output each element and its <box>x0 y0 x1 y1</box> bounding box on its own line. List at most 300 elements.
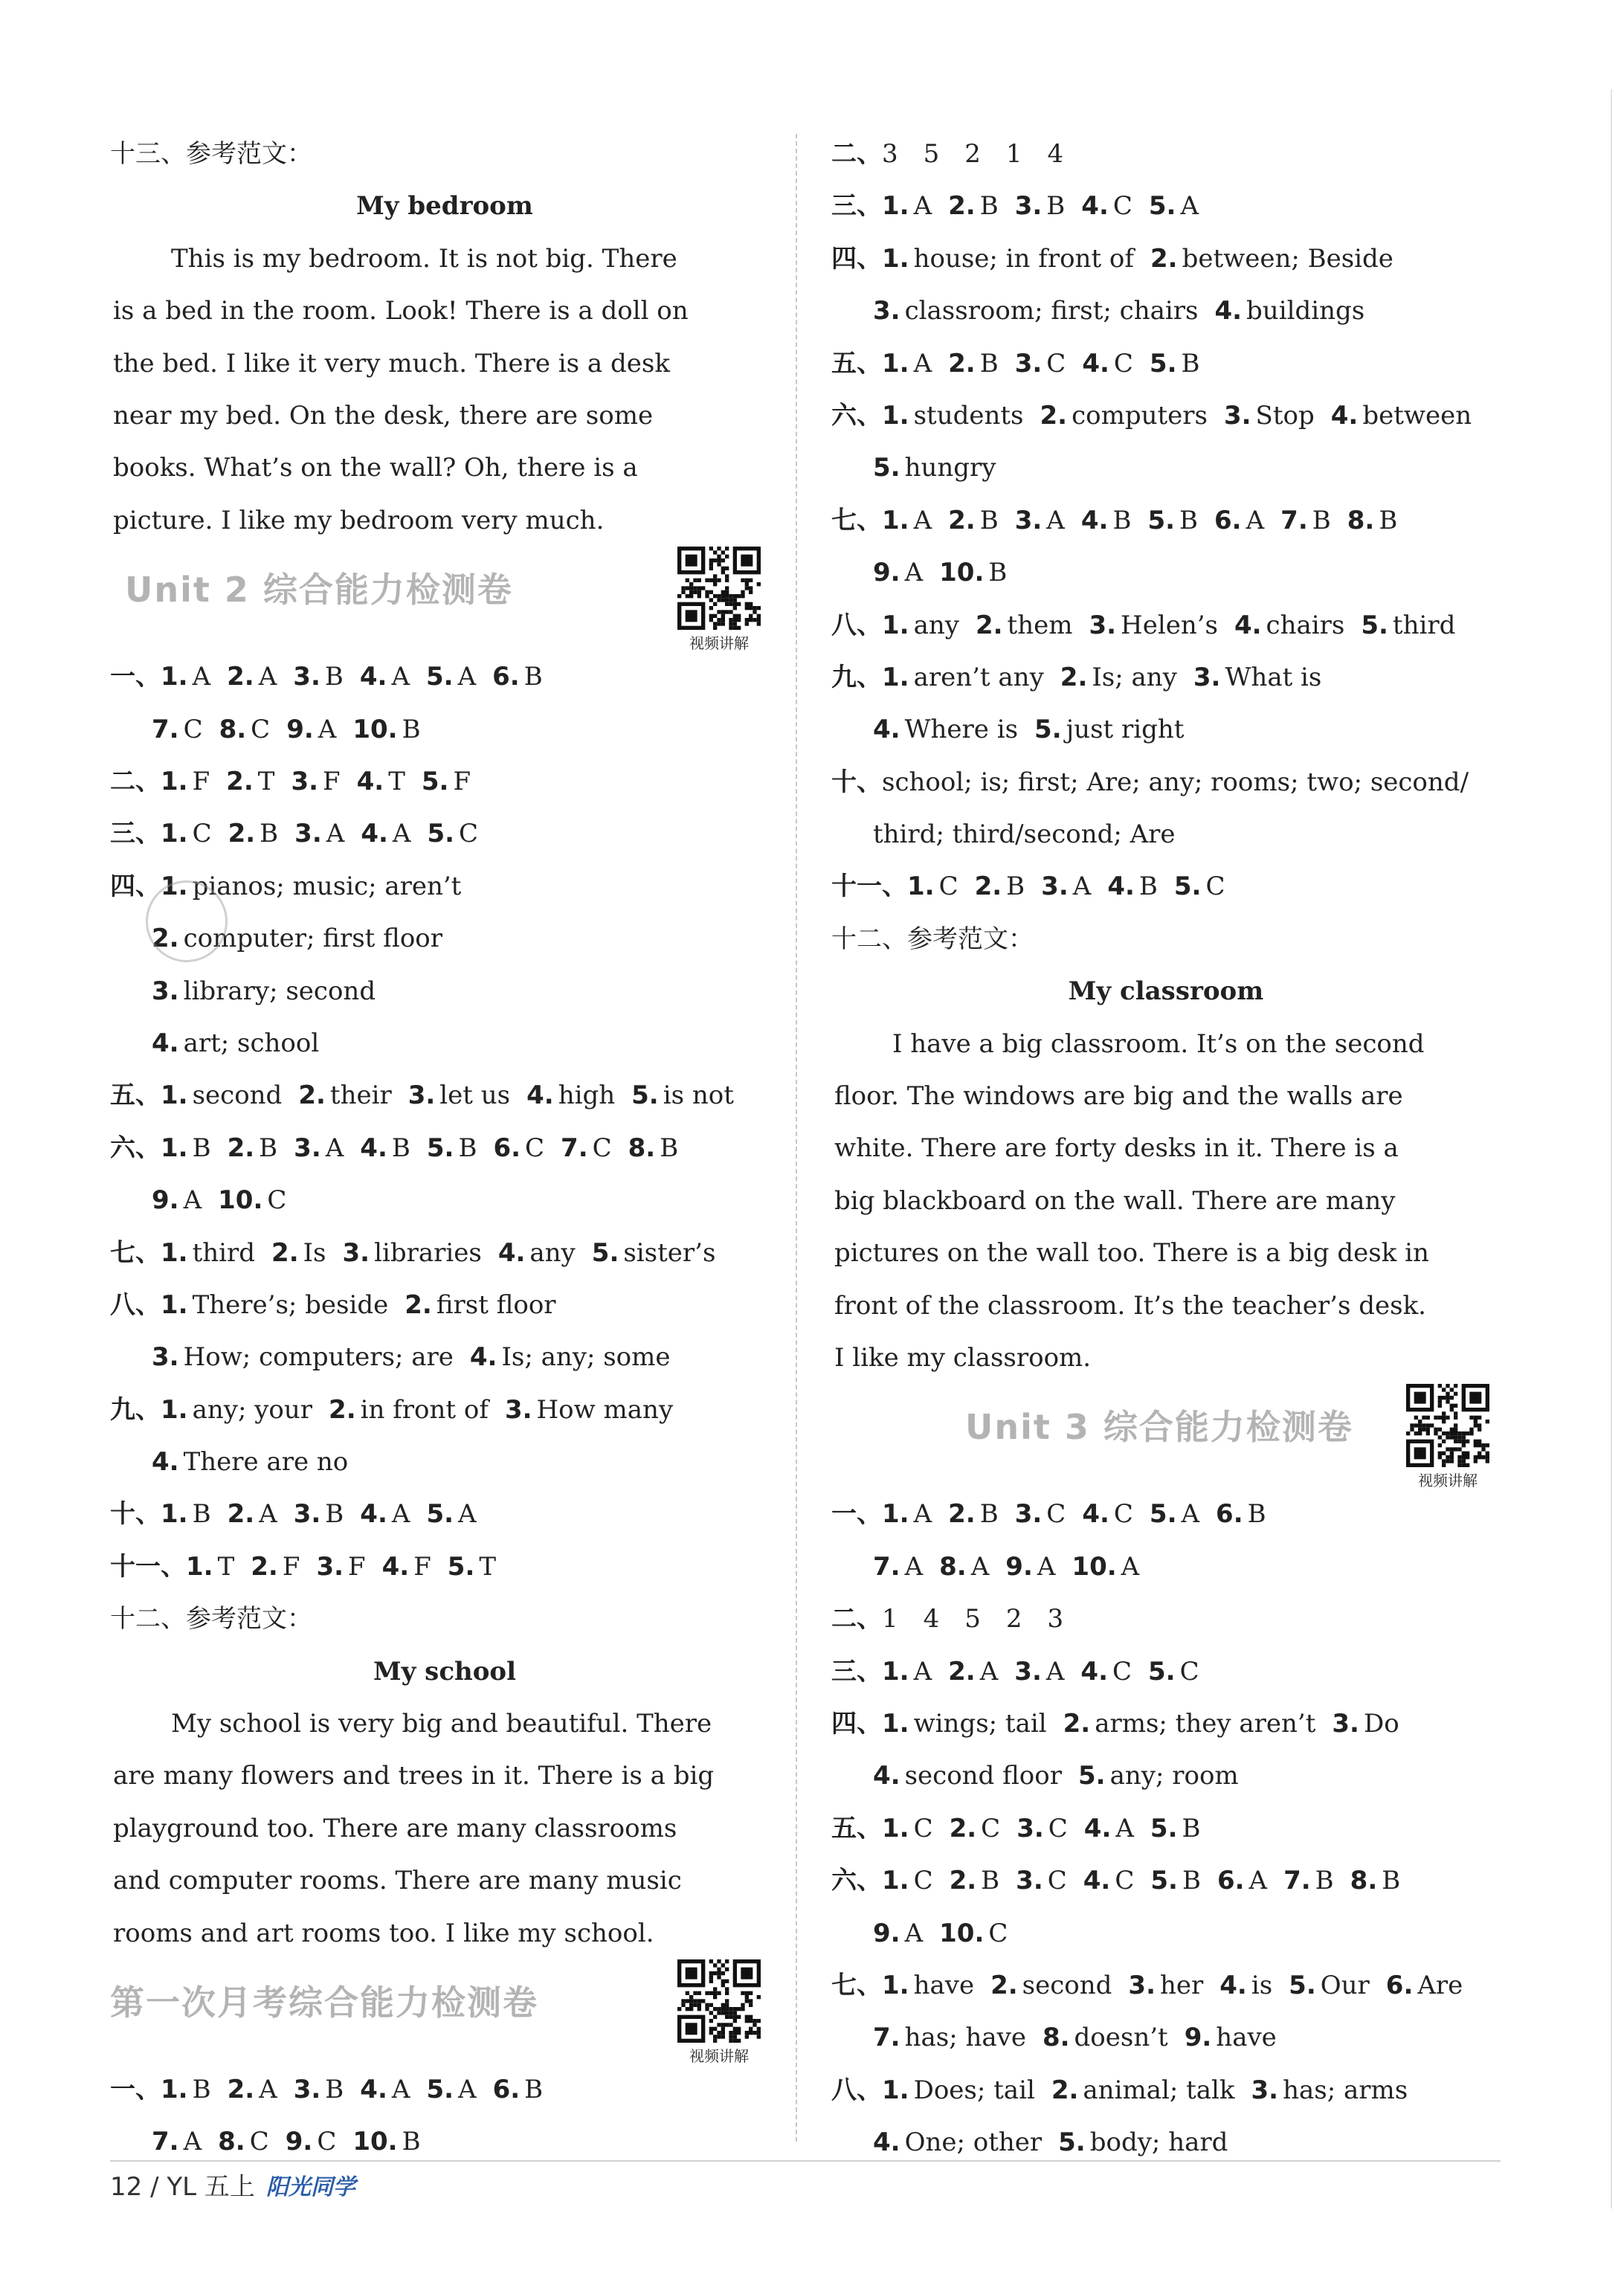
item-number: 4. <box>1082 348 1109 378</box>
item-answer: How; computers; are <box>183 1342 454 1373</box>
answer-line <box>110 756 779 808</box>
qr-label: 视频讲解 <box>689 634 749 653</box>
essay-paragraph <box>831 1018 1501 1385</box>
item-answer: A <box>183 1185 202 1216</box>
answer-line <box>110 1331 779 1383</box>
item-answer: art; school <box>183 1028 320 1058</box>
item-answer: body; hard <box>1089 2127 1228 2158</box>
item-number: 7. <box>152 2127 179 2157</box>
left-column <box>110 128 779 2168</box>
item-answer: C <box>249 2127 269 2157</box>
item-answer: A <box>318 714 337 744</box>
item-answer: their <box>329 1080 392 1111</box>
item-number: 10. <box>939 1918 985 1948</box>
item-number: 3. <box>1089 610 1117 640</box>
answer-line <box>831 128 1501 180</box>
item-answer: B <box>1006 872 1025 902</box>
item-number: 4. <box>359 662 387 692</box>
item-answer: B <box>402 714 421 744</box>
item-answer: her <box>1159 1971 1204 2000</box>
item-answer: let us <box>439 1080 511 1111</box>
item-number: 3. <box>1016 1866 1043 1896</box>
item-number: 10. <box>352 2127 398 2157</box>
essay-title: My bedroom <box>356 191 533 222</box>
item-answer: C <box>1047 1866 1067 1896</box>
answer-line <box>831 599 1501 651</box>
item-answer: A <box>904 1918 924 1948</box>
item-answer: A <box>391 1499 410 1530</box>
answer-line <box>110 2064 779 2116</box>
section-number: 二、 <box>831 1604 882 1634</box>
item-answer: B <box>1312 505 1331 535</box>
item-answer: C <box>938 872 958 902</box>
essay-line: the bed. I like it very much. There is a desk <box>113 348 670 378</box>
qr-code-image <box>1404 1384 1492 1467</box>
item-number: 1. <box>882 400 909 431</box>
item-number: 8. <box>219 714 247 744</box>
qr-code-box <box>675 547 763 630</box>
item-answer: T <box>217 1551 235 1582</box>
item-number: 4. <box>361 819 388 849</box>
item-answer: B <box>979 1499 999 1530</box>
answer-line <box>831 1541 1501 1593</box>
item-number: 3. <box>1128 1971 1156 2000</box>
item-answer: A <box>325 1133 344 1163</box>
essay-line: pictures on the wall too. There is a big desk in <box>834 1238 1429 1269</box>
essay-paragraph <box>110 233 779 547</box>
item-answer: B <box>1181 348 1200 378</box>
item-answer: F <box>192 767 210 796</box>
item-answer: C <box>913 1813 933 1843</box>
item-number: 5. <box>873 453 900 483</box>
item-answer: wings; tail <box>913 1709 1047 1739</box>
item-answer: B <box>458 1133 477 1163</box>
section-number: 三、 <box>831 191 882 222</box>
qr-code-image <box>675 547 763 630</box>
item-number: 1. <box>161 1289 188 1320</box>
section-number: 七、 <box>110 1237 161 1268</box>
item-answer: A <box>1037 1551 1056 1582</box>
item-answer: C <box>1112 191 1132 222</box>
item-number: 2. <box>228 819 256 849</box>
answer-line <box>831 1750 1501 1802</box>
answer-line <box>831 1855 1501 1907</box>
item-number: 3. <box>294 819 322 849</box>
item-number: 4. <box>526 1080 554 1111</box>
item-number: 1. <box>882 1499 909 1530</box>
item-answer: C <box>1179 1656 1199 1687</box>
answer-line <box>110 1593 779 1645</box>
test-section-header <box>110 547 779 651</box>
item-answer: animal; talk <box>1083 2075 1235 2105</box>
answer-line <box>110 1017 779 1069</box>
item-number: 2. <box>227 2075 255 2105</box>
item-answer: buildings <box>1246 296 1365 326</box>
essay-title: My classroom <box>1068 976 1264 1007</box>
item-answer: B <box>981 1866 1000 1896</box>
answer-line <box>110 128 779 180</box>
item-answer: C <box>592 1133 612 1163</box>
item-answer: A <box>1246 505 1265 535</box>
item-number: 4. <box>1234 610 1262 640</box>
item-answer: B <box>192 2075 211 2105</box>
item-number: 3. <box>294 1133 321 1163</box>
item-answer: Do <box>1363 1709 1399 1739</box>
item-number: 3. <box>1014 191 1043 222</box>
item-answer: C <box>1115 1866 1135 1896</box>
item-answer: between; Beside <box>1182 243 1393 274</box>
answer-line <box>831 338 1501 390</box>
item-answer: A <box>259 2075 277 2105</box>
item-answer: A <box>913 348 932 378</box>
item-number: 1. <box>161 1237 188 1268</box>
item-number: 4. <box>360 2075 387 2105</box>
item-answer: B <box>1046 191 1066 222</box>
item-number: 1. <box>882 610 909 640</box>
answer-line <box>831 495 1501 547</box>
item-answer: is not <box>663 1080 734 1111</box>
item-number: 4. <box>1083 1866 1111 1896</box>
item-answer: B <box>260 819 279 849</box>
answer-line <box>831 1959 1501 2011</box>
item-number: 2. <box>1063 1709 1091 1739</box>
item-number: 2. <box>271 1237 299 1268</box>
section-number: 八、 <box>831 2075 882 2105</box>
answer-line <box>110 703 779 756</box>
item-number: 5. <box>1034 715 1062 745</box>
item-answer: second floor <box>904 1761 1062 1791</box>
item-number: 4. <box>873 2127 900 2158</box>
item-number: 3. <box>316 1551 344 1582</box>
item-number: 4. <box>873 1761 900 1791</box>
section-number: 十一、 <box>110 1551 186 1582</box>
item-number: 1. <box>882 1971 909 2000</box>
item-number: 6. <box>1214 505 1242 535</box>
qr-code <box>675 1959 763 2066</box>
item-number: 2. <box>251 1551 278 1582</box>
item-number: 7. <box>152 714 179 744</box>
test-title: 第一次月考综合能力检测卷 <box>110 1982 538 2023</box>
answer-text: 十二、参考范文： <box>831 924 1034 954</box>
item-answer: second <box>192 1080 283 1111</box>
item-answer: B <box>524 2075 544 2105</box>
item-number: 1. <box>882 243 909 274</box>
section-number: 六、 <box>110 1133 161 1163</box>
item-answer: just right <box>1066 715 1185 745</box>
item-answer: B <box>1382 1866 1401 1896</box>
item-answer: B <box>1247 1499 1266 1530</box>
right-column <box>831 128 1501 2169</box>
item-number: 7. <box>873 1551 900 1582</box>
section-number: 十、 <box>831 767 882 797</box>
answer-line <box>110 965 779 1017</box>
essay-line: picture. I like my bedroom very much. <box>113 505 605 535</box>
item-number: 5. <box>591 1237 619 1268</box>
item-answer: C <box>1112 1656 1132 1687</box>
item-number: 3. <box>1014 1656 1042 1687</box>
item-number: 1. <box>161 871 188 901</box>
item-number: 4. <box>497 1237 526 1268</box>
item-answer: One; other <box>904 2127 1043 2158</box>
item-answer: any; room <box>1109 1761 1239 1791</box>
essay-line: books. What’s on the wall? Oh, there is a <box>113 453 638 483</box>
item-answer: A <box>392 819 411 849</box>
item-number: 4. <box>356 767 384 796</box>
essay-line: are many flowers and trees in it. There is a big <box>113 1761 715 1791</box>
item-number: 7. <box>1280 505 1308 535</box>
item-number: 3. <box>504 1394 532 1425</box>
item-answer: F <box>348 1551 366 1582</box>
item-answer: Does; tail <box>913 2075 1035 2105</box>
item-answer: C <box>1113 1499 1133 1530</box>
item-answer: B <box>324 662 344 692</box>
item-number: 2. <box>1040 400 1068 431</box>
item-number: 3. <box>1014 505 1043 535</box>
item-answer: Is; any <box>1092 662 1177 692</box>
item-number: 3. <box>1041 872 1069 902</box>
item-number: 8. <box>1042 2023 1070 2053</box>
item-answer: libraries <box>374 1237 482 1268</box>
item-number: 1. <box>186 1551 213 1582</box>
item-answer: B <box>1182 1866 1201 1896</box>
answer-text: 十三、参考范文： <box>110 139 312 169</box>
section-number: 五、 <box>831 348 882 378</box>
item-answer: A <box>1115 1813 1134 1843</box>
item-number: 2. <box>405 1289 432 1320</box>
essay-paragraph <box>110 1698 779 1959</box>
qr-label: 视频讲解 <box>689 2047 749 2066</box>
item-answer: C <box>1046 348 1066 378</box>
answer-line <box>831 1646 1501 1698</box>
item-answer: A <box>1072 872 1092 902</box>
item-number: 9. <box>285 2127 313 2157</box>
answer-line <box>831 913 1501 965</box>
item-number: 5. <box>1148 1656 1176 1687</box>
item-answer: Is <box>303 1237 326 1268</box>
item-answer: F <box>282 1551 300 1582</box>
qr-code-image <box>675 1959 763 2043</box>
essay-line: My school is very big and beautiful. There <box>171 1709 712 1739</box>
item-answer: F <box>453 767 471 796</box>
item-number: 5. <box>631 1080 659 1111</box>
item-answer: sister’s <box>623 1237 716 1268</box>
item-number: 4. <box>152 1447 179 1478</box>
item-number: 2. <box>227 662 254 692</box>
section-number: 九、 <box>831 662 882 692</box>
item-number: 9. <box>152 1185 179 1216</box>
item-answer: A <box>1121 1551 1140 1582</box>
answer-line <box>831 180 1501 232</box>
item-answer: first floor <box>436 1289 556 1320</box>
item-answer: C <box>183 714 203 744</box>
essay-line: and computer rooms. There are many music <box>113 1866 682 1896</box>
item-answer: arms; they aren’t <box>1095 1709 1316 1739</box>
item-number: 7. <box>873 2023 900 2053</box>
answer-line <box>831 808 1501 860</box>
section-number: 二、 <box>831 139 882 169</box>
item-number: 3. <box>1223 400 1251 431</box>
item-answer: C <box>1205 872 1225 902</box>
item-answer: B <box>979 348 999 378</box>
qr-code-box <box>675 1959 763 2043</box>
item-number: 3. <box>293 662 320 692</box>
answer-line <box>831 703 1501 756</box>
item-answer: C <box>981 1813 1001 1843</box>
item-number: 3. <box>1014 348 1043 378</box>
item-answer: B <box>325 2075 344 2105</box>
item-number: 3. <box>291 767 319 796</box>
test-section-header <box>110 1959 779 2064</box>
item-number: 5. <box>421 767 449 796</box>
item-number: 4. <box>1081 191 1109 222</box>
item-answer: C <box>525 1133 545 1163</box>
item-number: 4. <box>1214 296 1243 326</box>
item-answer: B <box>1138 872 1158 902</box>
item-answer: C <box>267 1185 287 1216</box>
item-answer: F <box>413 1551 431 1582</box>
item-number: 1. <box>882 662 909 692</box>
item-answer: between <box>1362 400 1472 431</box>
item-answer: Where is <box>904 715 1019 745</box>
section-number: 十、 <box>110 1499 161 1530</box>
item-answer: library; second <box>183 976 376 1006</box>
item-number: 5. <box>1173 872 1202 902</box>
item-number: 8. <box>1347 505 1375 535</box>
item-number: 5. <box>426 1133 454 1163</box>
item-number: 4. <box>1080 505 1109 535</box>
item-number: 2. <box>975 610 1003 640</box>
item-answer: B <box>979 505 999 535</box>
item-answer: C <box>459 819 479 849</box>
section-number: 一、 <box>110 2075 161 2105</box>
item-answer: A <box>913 505 932 535</box>
item-answer: C <box>1113 348 1133 378</box>
section-number: 四、 <box>110 871 161 901</box>
item-answer: B <box>325 1499 344 1530</box>
item-answer: have <box>913 1971 975 2000</box>
page-number: 12 / YL 五上 <box>110 2172 255 2202</box>
qr-label: 视频讲解 <box>1418 1472 1478 1490</box>
section-number: 七、 <box>831 1971 882 2000</box>
item-number: 2. <box>948 348 976 378</box>
item-answer: What is <box>1225 662 1322 692</box>
item-number: 8. <box>1350 1866 1378 1896</box>
item-answer: B <box>192 1133 211 1163</box>
item-answer: T <box>479 1551 497 1582</box>
item-number: 4. <box>1080 1656 1108 1687</box>
section-number: 五、 <box>831 1813 882 1843</box>
essay-line: This is my bedroom. It is not big. There <box>171 243 677 274</box>
section-number: 一、 <box>831 1499 882 1530</box>
item-number: 5. <box>1147 505 1176 535</box>
item-answer: A <box>458 2075 477 2105</box>
item-answer: students <box>913 400 1024 431</box>
item-number: 4. <box>469 1342 497 1373</box>
qr-code-box <box>1404 1384 1492 1467</box>
item-answer: B <box>979 191 999 222</box>
item-answer: has; have <box>904 2023 1026 2053</box>
item-number: 5. <box>447 1551 475 1582</box>
answer-line <box>831 1488 1501 1540</box>
answer-line <box>831 1803 1501 1855</box>
essay-line: near my bed. On the desk, there are some <box>113 401 654 431</box>
item-number: 2. <box>1060 662 1088 692</box>
item-answer: B <box>1112 505 1132 535</box>
item-answer: B <box>259 1133 278 1163</box>
item-answer: There are no <box>183 1447 349 1478</box>
item-answer: classroom; first; chairs <box>904 296 1199 326</box>
item-number: 3. <box>1193 662 1221 692</box>
item-number: 2. <box>1150 243 1178 274</box>
answer-line <box>831 756 1501 808</box>
test-title: Unit 2 综合能力检测卷 <box>125 570 513 611</box>
item-number: 3. <box>1016 1813 1044 1843</box>
answer-line <box>831 442 1501 494</box>
item-number: 8. <box>218 2127 245 2157</box>
essay-line: floor. The windows are big and the walls are <box>834 1081 1403 1112</box>
item-answer: A <box>1045 1656 1065 1687</box>
item-number: 6. <box>1216 1499 1243 1530</box>
item-answer: computers <box>1072 400 1208 431</box>
item-number: 2. <box>1051 2075 1079 2105</box>
item-answer: has; arms <box>1283 2075 1408 2105</box>
item-number: 2. <box>226 767 254 796</box>
item-number: 1. <box>161 662 188 692</box>
section-number: 六、 <box>831 1866 882 1896</box>
item-number: 4. <box>152 1028 179 1058</box>
item-answer: A <box>1046 505 1065 535</box>
item-number: 3. <box>1014 1499 1043 1530</box>
item-answer: B <box>1315 1866 1334 1896</box>
essay-line: playground too. There are many classrooms <box>113 1813 677 1843</box>
answer-text: school; is; first; Are; any; rooms; two; second/ <box>882 767 1469 797</box>
section-number: 四、 <box>831 1709 882 1739</box>
item-number: 3. <box>152 976 179 1006</box>
section-number: 一、 <box>110 662 161 692</box>
item-number: 2. <box>948 1656 976 1687</box>
item-number: 1. <box>882 1709 909 1739</box>
item-answer: There’s; beside <box>192 1289 389 1320</box>
item-answer: F <box>323 767 341 796</box>
item-number: 1. <box>161 1133 188 1163</box>
section-number: 七、 <box>831 505 882 535</box>
item-answer: B <box>660 1133 679 1163</box>
item-number: 5. <box>426 1499 454 1530</box>
item-number: 3. <box>1251 2075 1279 2105</box>
item-number: 1. <box>161 1394 188 1425</box>
item-number: 5. <box>1058 2127 1086 2158</box>
item-number: 4. <box>1330 400 1359 431</box>
item-answer: B <box>192 1499 211 1530</box>
item-number: 4. <box>381 1551 410 1582</box>
answer-line <box>831 390 1501 442</box>
item-number: 3. <box>293 1499 321 1530</box>
answer-line <box>110 1541 779 1593</box>
column-divider <box>796 134 797 2142</box>
item-answer: C <box>192 819 212 849</box>
section-number: 二、 <box>110 767 161 796</box>
item-number: 5. <box>1150 1813 1178 1843</box>
item-number: 5. <box>1149 1499 1177 1530</box>
item-number: 7. <box>561 1133 588 1163</box>
item-answer: A <box>913 1499 932 1530</box>
answer-line <box>110 651 779 703</box>
answer-line <box>110 1384 779 1436</box>
item-answer: C <box>1048 1813 1068 1843</box>
item-number: 9. <box>1184 2023 1212 2053</box>
item-number: 7. <box>1283 1866 1311 1896</box>
essay-title: My school <box>373 1656 517 1687</box>
